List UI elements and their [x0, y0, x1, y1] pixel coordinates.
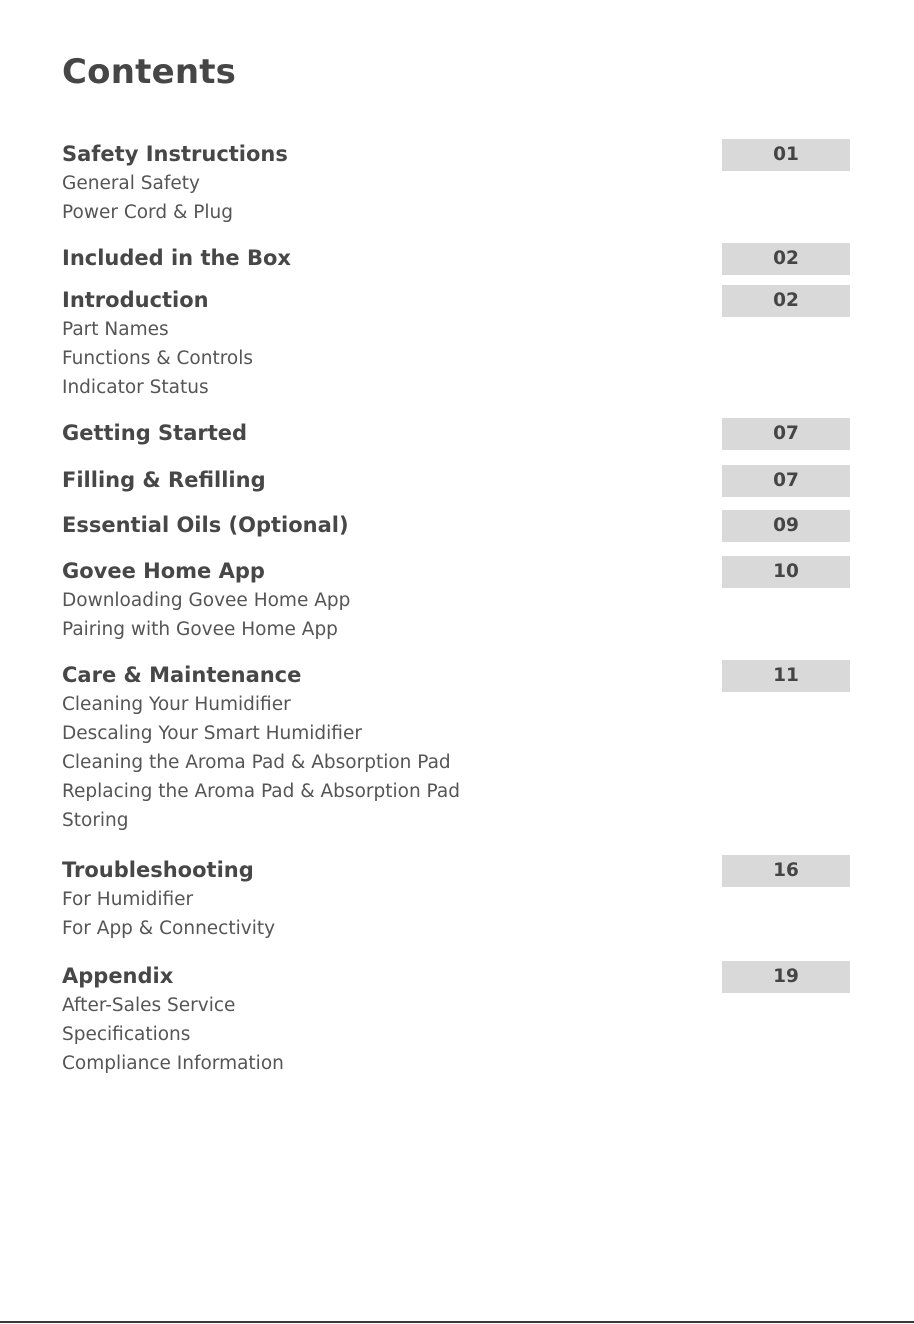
- section-heading: Introduction: [62, 288, 209, 312]
- page-number-badge: 02: [722, 243, 850, 275]
- page-number-badge: 19: [722, 961, 850, 993]
- toc-subitem: Descaling Your Smart Humidifier: [62, 723, 362, 744]
- page-number-badge: 10: [722, 556, 850, 588]
- toc-subitem: Compliance Information: [62, 1053, 284, 1074]
- toc-subitem: Cleaning Your Humidifier: [62, 694, 291, 715]
- toc-subitem: Replacing the Aroma Pad & Absorption Pad: [62, 781, 460, 802]
- page-number-badge: 11: [722, 660, 850, 692]
- page-number-badge: 01: [722, 139, 850, 171]
- toc-subitem: Downloading Govee Home App: [62, 590, 351, 611]
- page-number-badge: 16: [722, 855, 850, 887]
- toc-subitem: General Safety: [62, 173, 200, 194]
- section-heading: Included in the Box: [62, 246, 291, 270]
- section-heading: Safety Instructions: [62, 142, 288, 166]
- section-heading: Care & Maintenance: [62, 663, 302, 687]
- toc-subitem: Specifications: [62, 1024, 191, 1045]
- page-number-badge: 07: [722, 418, 850, 450]
- toc-section-troubleshooting[interactable]: [62, 855, 850, 943]
- section-heading: Getting Started: [62, 421, 248, 445]
- toc-section-essential-oils[interactable]: [62, 510, 850, 540]
- page-number-badge: 02: [722, 285, 850, 317]
- toc-section-care[interactable]: [62, 660, 850, 835]
- page-number-badge: 07: [722, 465, 850, 497]
- section-heading: Filling & Refilling: [62, 468, 266, 492]
- toc-subitem: After-Sales Service: [62, 995, 236, 1016]
- section-heading: Appendix: [62, 964, 174, 988]
- bottom-divider: [0, 1321, 914, 1323]
- toc-subitem: For App & Connectivity: [62, 918, 276, 939]
- section-heading: Govee Home App: [62, 559, 265, 583]
- toc-section-introduction[interactable]: [62, 285, 850, 402]
- section-heading: Troubleshooting: [62, 858, 254, 882]
- toc-subitem: Indicator Status: [62, 377, 209, 398]
- page-number-badge: 09: [722, 510, 850, 542]
- toc-subitem: Cleaning the Aroma Pad & Absorption Pad: [62, 752, 451, 773]
- toc-subitem: Storing: [62, 810, 129, 831]
- toc-subitem: For Humidifier: [62, 889, 194, 910]
- toc-section-getting-started[interactable]: [62, 418, 850, 448]
- section-heading: Essential Oils (Optional): [62, 513, 349, 537]
- toc-section-govee-app[interactable]: [62, 556, 850, 644]
- toc-subitem: Part Names: [62, 319, 169, 340]
- toc-subitem: Functions & Controls: [62, 348, 254, 369]
- toc-section-safety[interactable]: [62, 139, 850, 227]
- toc-subitem: Pairing with Govee Home App: [62, 619, 338, 640]
- toc-subitem: Power Cord & Plug: [62, 202, 234, 223]
- toc-section-box[interactable]: [62, 243, 850, 273]
- page-title: Contents: [62, 52, 237, 92]
- toc-section-appendix[interactable]: [62, 961, 850, 1078]
- toc-section-filling[interactable]: [62, 465, 850, 495]
